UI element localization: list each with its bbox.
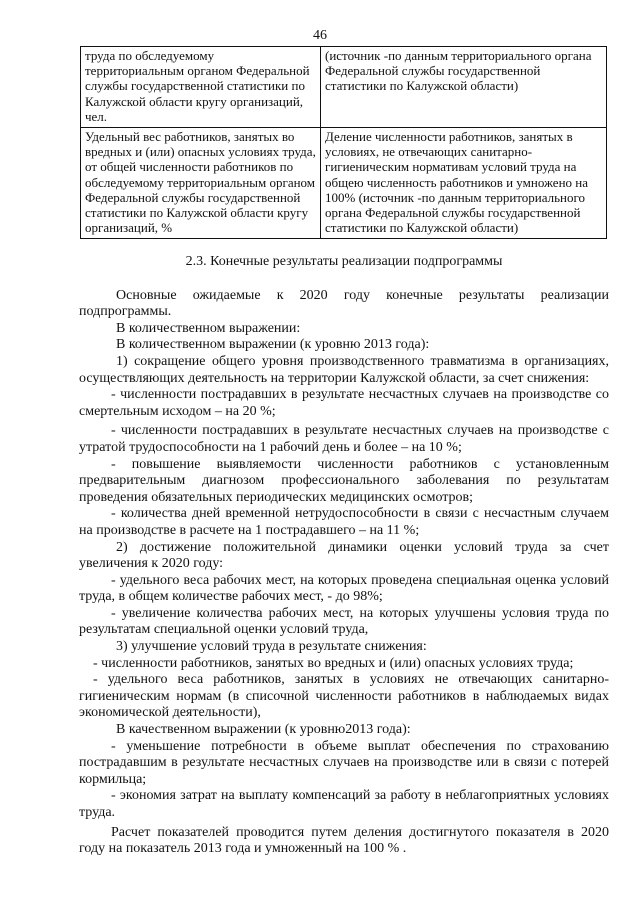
paragraph: - количества дней временной нетрудоспособности в связи с несчастным случаем на производстве в расчете на 1 пострадавшего – на 11 %; [79,506,609,538]
paragraph: Расчет показателей проводится путем деления достигнутого показателя в 2020 году на показатель 2013 года и умноженный на 100 % . [79,824,609,857]
paragraph: В количественном выражении: [116,320,301,336]
table-row [81,47,607,128]
table-cell-indicator: труда по обследуемому территориальным органом Федеральной службы государственной статистики по Калужской области кругу организаций, чел. [81,47,321,128]
paragraph: - численности пострадавших в результате несчастных случаев на производстве с утратой трудоспособности на 1 рабочий день и более – на 10 %; [79,423,609,455]
table-cell-method: Деление численности работников, занятых в условиях, не отвечающих санитарно-гигиеническим нормативам условий труда на общею численность работников и умножено на 100% (источник -по данным территориального органа Федеральной службы государственной статистики по Калужской области) [321,128,607,239]
table-row [81,128,607,239]
paragraph: Основные ожидаемые к 2020 году конечные результаты реализации подпрограммы. [79,287,609,320]
paragraph: - численности работников, занятых во вредных и (или) опасных условиях труда; [93,655,574,671]
paragraph: 1) сокращение общего уровня производственного травматизма в организациях, осуществляющих деятельность на территории Калужской области, за счет снижения: [79,353,609,386]
paragraph: 2) достижение положительной динамики оценки условий труда за счет увеличения к 2020 году: [79,539,609,572]
paragraph: - повышение выявляемости численности работников с установленным предварительным диагнозом профессионального заболевания по результатам проведения обязательных периодических медицинских осмотров; [79,456,609,505]
table-cell-indicator: Удельный вес работников, занятых во вредных и (или) опасных условиях труда, от общей численности работников по обследуемому территориальным органом Федеральной службы государственной статистики по Калужской области кругу организаций, % [81,128,321,239]
document-body [79,254,609,858]
table-cell-method: (источник -по данным территориального органа Федеральной службы государственной статистики по Калужской области) [321,47,607,128]
paragraph: В качественном выражении (к уровню2013 года): [116,722,411,738]
indicator-table [80,46,607,239]
section-heading: 2.3. Конечные результаты реализации подпрограммы [185,254,503,269]
paragraph: В количественном выражении (к уровню 2013 года): [116,337,430,353]
paragraph: - уменьшение потребности в объеме выплат обеспечения по страхованию пострадавшим в результате несчастных случаев на производстве или в связи с потерей кормильца; [79,738,609,787]
page-number: 46 [313,28,327,43]
paragraph: - численности пострадавших в результате несчастных случаев на производстве со смертельным исходом – на 20 %; [79,387,609,419]
paragraph: - удельного веса работников, занятых в условиях не отвечающих санитарно-гигиеническим нормам (в списочной численности работников в наблюдаемых видах экономической деятельности), [79,672,609,721]
paragraph: - экономия затрат на выплату компенсаций за работу в неблагоприятных условиях труда. [79,788,609,820]
paragraph: - увеличение количества рабочих мест, на которых улучшены условия труда по результатам специальной оценки условий труда, [79,605,609,638]
paragraph: 3) улучшение условий труда в результате снижения: [116,639,427,655]
paragraph: - удельного веса рабочих мест, на которых проведена специальная оценка условий труда, в общем количестве рабочих мест, - до 98%; [79,572,609,605]
